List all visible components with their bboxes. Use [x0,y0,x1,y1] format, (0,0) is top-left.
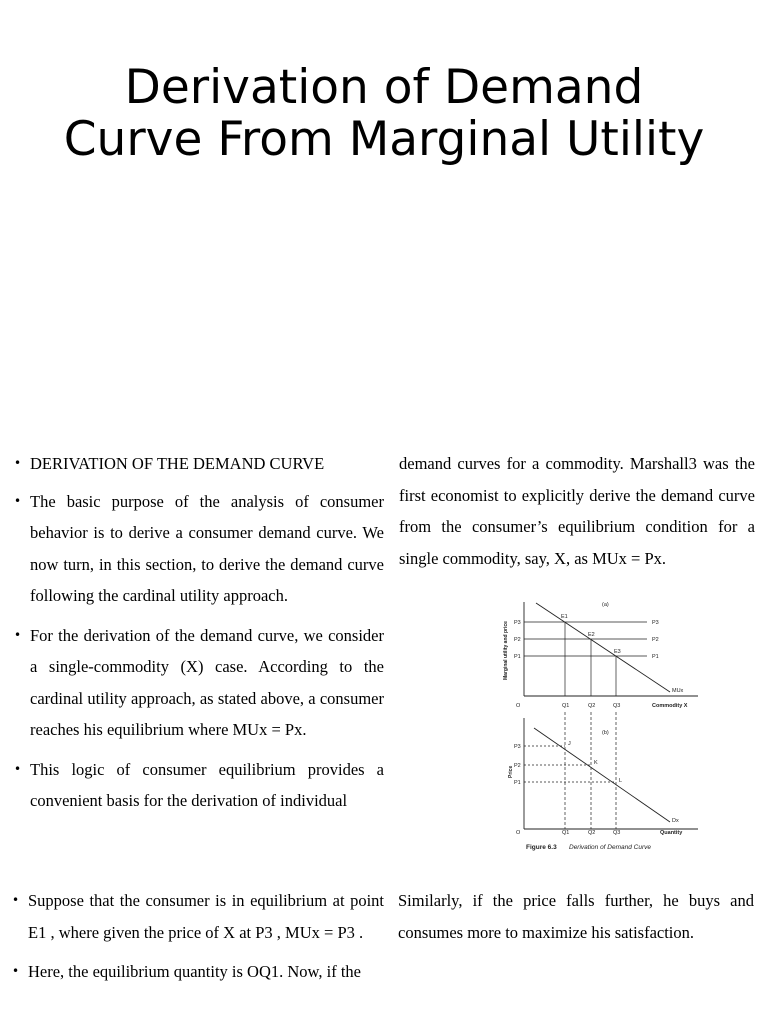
bullet-text: Here, the equilibrium quantity is OQ1. Now, if the [28,962,361,981]
right-column-bottom [398,885,754,948]
origin-label-a: O [516,703,521,709]
paragraph: demand curves for a commodity. Marshall3 was the first economist to explicitly derive the demand curve from the consumer’s equilibrium condition for a single commodity, say, X, as MUx = Px. [399,454,755,568]
bullet-text: This logic of consumer equilibrium provides a convenient basis for the derivation of individual [30,759,384,810]
q-label-a: Q3 [613,703,621,709]
x-label-b: Quantity [660,830,683,836]
bullet-item [14,754,384,817]
figure-caption-number: Figure 6.3 [526,844,557,851]
y-label-a: Marginal utility and price [503,621,509,680]
point-label-a: E1 [561,614,568,620]
bullet-item [14,448,384,480]
bullet-icon: • [14,761,22,776]
demand-curve [534,728,670,822]
price-label-a-right: P1 [652,654,659,660]
point-label-a: E3 [614,649,621,655]
price-label-a: P3 [514,620,521,626]
bullet-item [14,486,384,612]
point-label-b: J [568,741,571,747]
y-label-b: Price [508,765,514,778]
bullet-icon: • [14,627,22,642]
page-title: Derivation of Demand Curve From Marginal Utility [63,60,705,167]
origin-label-b: O [516,830,521,836]
bullet-item [14,620,384,746]
bullet-text: DERIVATION OF THE DEMAND CURVE [30,454,325,473]
q-label-a: Q1 [562,703,570,709]
left-column-bottom [12,885,384,996]
bullet-text: Suppose that the consumer is in equilibrium at point E1 , where given the price of X at P3 , MUx = P3 . [28,891,384,942]
demand-curve-figure [492,588,704,856]
bullet-text: For the derivation of the demand curve, we consider a single-commodity (X) case. According to the cardinal utility approach, as stated above, a consumer reaches his equilibrium where MUx = Px. [30,625,384,739]
price-label-a: P1 [514,654,521,660]
price-label-a: P2 [514,637,521,643]
price-label-a-right: P2 [652,637,659,643]
demand-curve-label: Dx [672,818,679,824]
right-column-top [399,448,755,574]
bullet-item [12,956,384,988]
bullet-icon: • [14,493,22,508]
bullet-icon: • [12,893,20,907]
bullet-text: The basic purpose of the analysis of consumer behavior is to derive a consumer demand curve. We now turn, in this section, to derive the demand curve following the cardinal utility approach. [30,491,384,605]
q-label-a: Q2 [588,703,596,709]
point-label-b: K [594,760,598,766]
price-label-a-right: P3 [652,620,659,626]
q-label-b: Q1 [562,830,570,836]
q-label-b: Q3 [613,830,621,836]
bullet-icon: • [14,456,22,470]
panel-a-label: (a) [602,602,609,608]
price-label-b: P1 [514,780,521,786]
point-label-a: E2 [588,632,595,638]
mu-curve-label: MUx [672,688,684,694]
point-label-b: L [619,778,623,784]
paragraph: Similarly, if the price falls further, he buys and consumes more to maximize his satisfaction. [398,891,754,942]
price-label-b: P3 [514,744,521,750]
bullet-icon: • [12,964,20,978]
figure-caption-text: Derivation of Demand Curve [569,844,652,851]
bullet-item [12,885,384,948]
price-label-b: P2 [514,763,521,769]
q-label-b: Q2 [588,830,596,836]
mu-curve [536,603,670,692]
panel-b-label: (b) [602,730,609,736]
x-label-a: Commodity X [652,703,688,709]
left-column-top [14,448,384,825]
